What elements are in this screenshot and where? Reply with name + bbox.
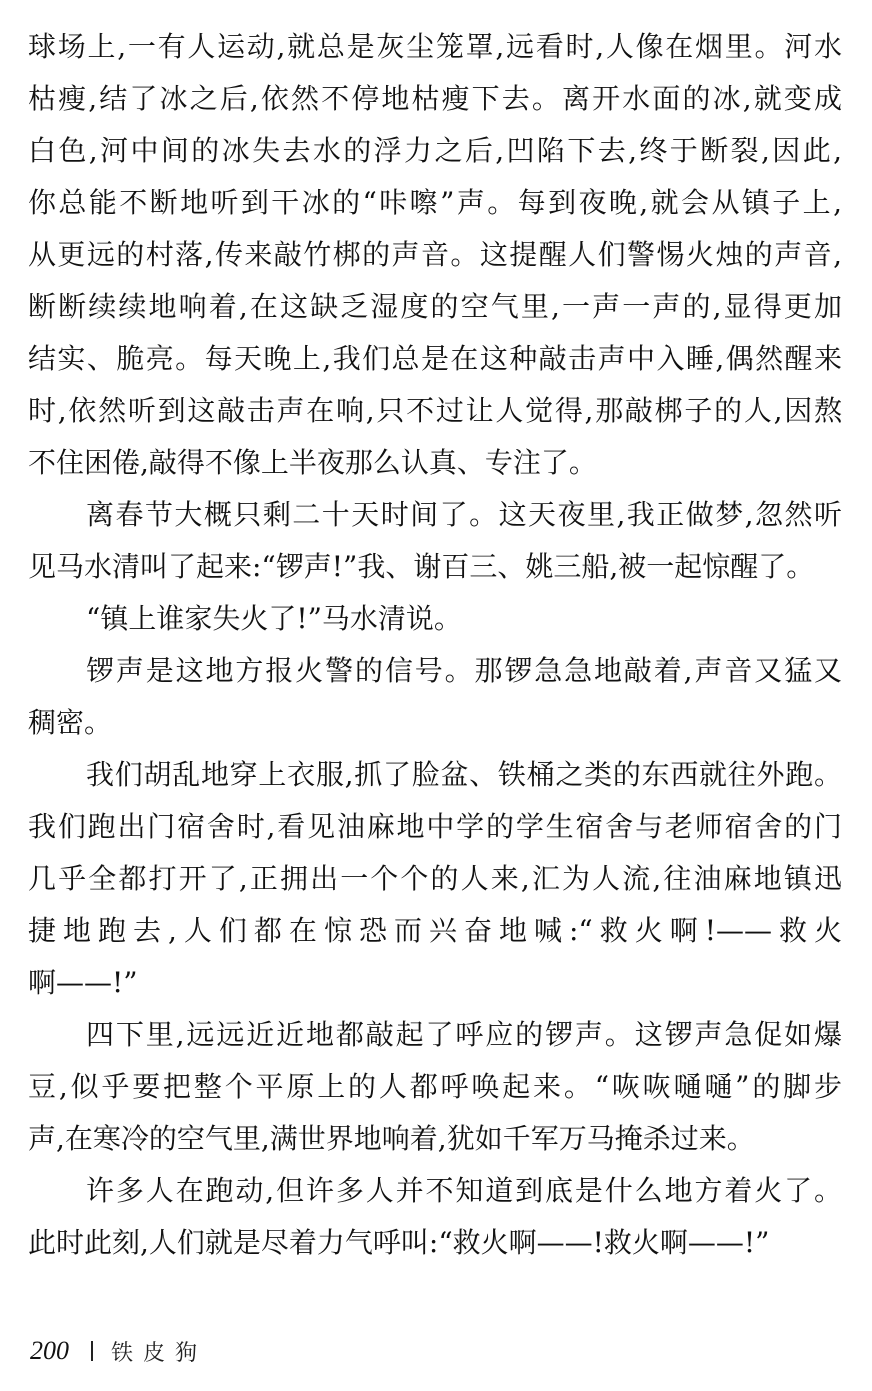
text-line: 离春节大概只剩二十天时间了。这天夜里,我正做梦,忽然听 bbox=[86, 498, 842, 531]
text-line: 球场上,一有人运动,就总是灰尘笼罩,远看时,人像在烟里。河水 bbox=[28, 30, 842, 63]
text-line: 断断续续地响着,在这缺乏湿度的空气里,一声一声的,显得更加 bbox=[28, 290, 842, 323]
text-line: 我们跑出门宿舍时,看见油麻地中学的学生宿舍与老师宿舍的门 bbox=[28, 810, 842, 843]
text-line: 啊——!” bbox=[28, 966, 138, 999]
text-line: 枯瘦,结了冰之后,依然不停地枯瘦下去。离开水面的冰,就变成 bbox=[28, 82, 842, 115]
paragraph bbox=[28, 1009, 842, 1165]
page-number: 200 bbox=[30, 1336, 69, 1365]
paragraph bbox=[28, 593, 842, 645]
text-line: 锣声是这地方报火警的信号。那锣急急地敲着,声音又猛又 bbox=[86, 654, 842, 687]
text-line: 我们胡乱地穿上衣服,抓了脸盆、铁桶之类的东西就往外跑。 bbox=[86, 758, 842, 791]
text-line: 你总能不断地听到干冰的“咔嚓”声。每到夜晚,就会从镇子上, bbox=[28, 186, 842, 219]
text-line: 几乎全都打开了,正拥出一个个的人来,汇为人流,往油麻地镇迅 bbox=[28, 862, 842, 895]
text-line: 不住困倦,敲得不像上半夜那么认真、专注了。 bbox=[28, 446, 597, 479]
text-line: 白色,河中间的冰失去水的浮力之后,凹陷下去,终于断裂,因此, bbox=[28, 134, 842, 167]
text-line: 四下里,远远近近地都敲起了呼应的锣声。这锣声急促如爆 bbox=[86, 1018, 842, 1051]
page-footer bbox=[30, 1333, 207, 1369]
text-line: 声,在寒冷的空气里,满世界地响着,犹如千军万马掩杀过来。 bbox=[28, 1122, 755, 1155]
text-line: 结实、脆亮。每天晚上,我们总是在这种敲击声中入睡,偶然醒来 bbox=[28, 342, 842, 375]
text-line: 许多人在跑动,但许多人并不知道到底是什么地方着火了。 bbox=[86, 1174, 842, 1207]
text-line: “镇上谁家失火了!”马水清说。 bbox=[86, 602, 462, 635]
paragraph bbox=[28, 21, 842, 489]
text-line: 捷地跑去,人们都在惊恐而兴奋地喊:“救火啊!——救火 bbox=[28, 914, 842, 947]
text-line: 从更远的村落,传来敲竹梆的声音。这提醒人们警惕火烛的声音, bbox=[28, 238, 842, 271]
paragraph bbox=[28, 489, 842, 593]
text-line: 稠密。 bbox=[28, 706, 113, 739]
body-text bbox=[28, 21, 842, 1269]
text-line: 豆,似乎要把整个平原上的人都呼唤起来。“咴咴嗵嗵”的脚步 bbox=[28, 1070, 842, 1103]
footer-divider bbox=[91, 1341, 93, 1361]
paragraph bbox=[28, 1165, 842, 1269]
text-line: 此时此刻,人们就是尽着力气呼叫:“救火啊——!救火啊——!” bbox=[28, 1226, 770, 1259]
paragraph bbox=[28, 645, 842, 749]
text-line: 时,依然听到这敲击声在响,只不过让人觉得,那敲梆子的人,因熬 bbox=[28, 394, 842, 427]
book-title: 铁皮狗 bbox=[111, 1340, 208, 1366]
paragraph bbox=[28, 749, 842, 1009]
text-line: 见马水清叫了起来:“锣声!”我、谢百三、姚三船,被一起惊醒了。 bbox=[28, 550, 815, 583]
